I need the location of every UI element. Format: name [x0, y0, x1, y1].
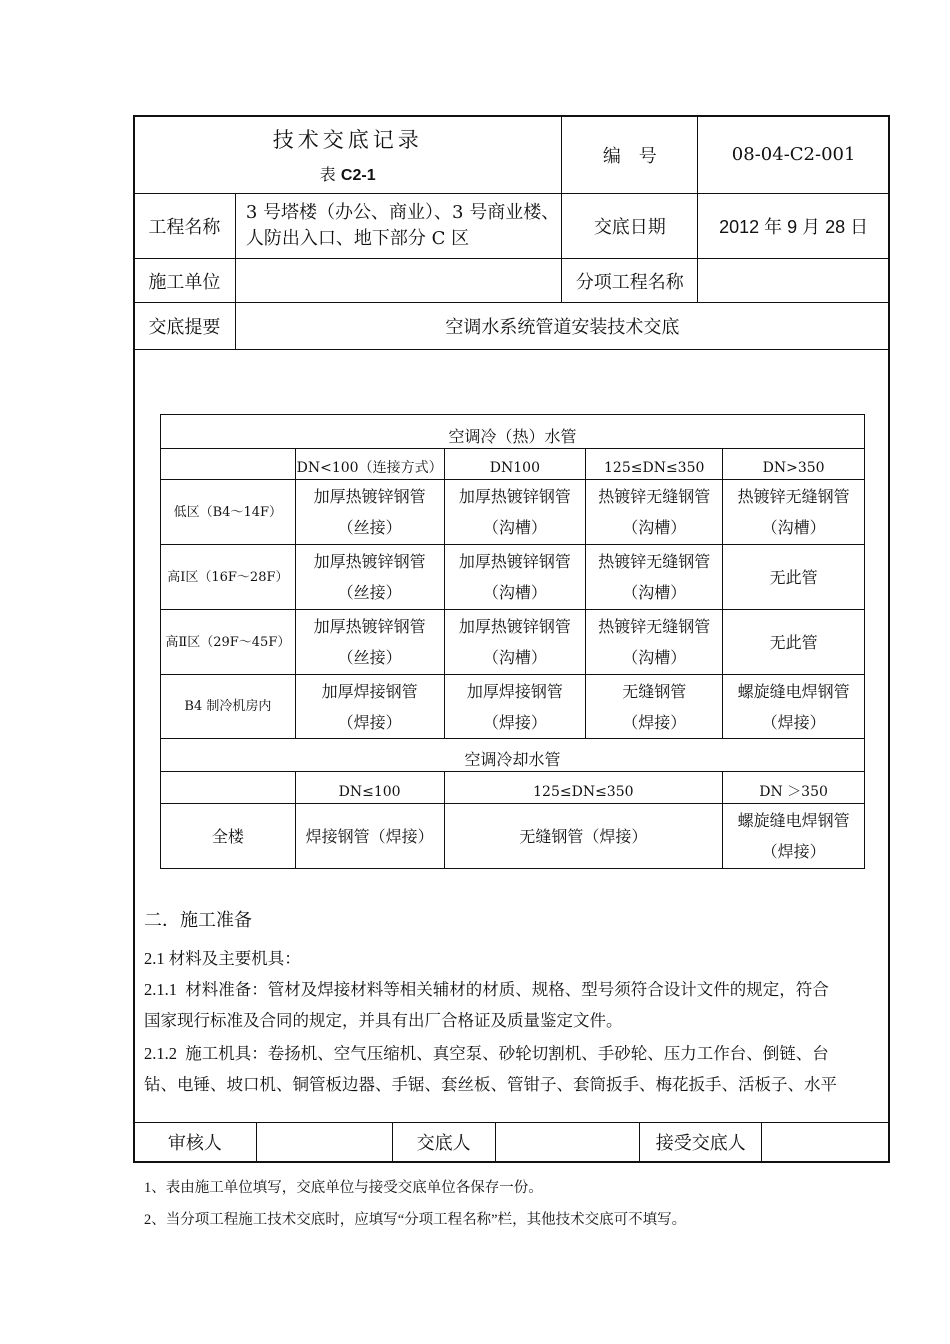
section1-title: 空调冷（热）水管 [161, 415, 865, 449]
number-label: 编 号 [562, 116, 698, 194]
column-header: DN>350 [723, 449, 865, 480]
column-header: DN100 [444, 449, 586, 480]
zone-label: 低区（B4～14F） [161, 480, 296, 545]
pipe-cell: 加厚热镀锌钢管 （丝接） [295, 480, 444, 545]
table-row [161, 610, 865, 675]
column-header: DN ＞350 [723, 772, 865, 804]
column-header: 125≤DN≤350 [586, 449, 723, 480]
reviewer-field[interactable] [256, 1123, 392, 1162]
table-row [161, 545, 865, 610]
pipe-cell: 加厚热镀锌钢管 （沟槽） [444, 545, 586, 610]
pipe-cell: 加厚焊接钢管 （焊接） [295, 675, 444, 739]
pipe-table [160, 414, 865, 869]
paragraph-text: 材料准备：管材及焊接材料等相关辅材的材质、规格、型号须符合设计文件的规定，符合 [185, 980, 829, 999]
subproject-label: 分项工程名称 [562, 259, 698, 303]
number-value: 08-04-C2-001 [698, 116, 890, 194]
summary-value: 空调水系统管道安装技术交底 [235, 303, 889, 350]
paragraph: 国家现行标准及合同的规定，并具有出厂合格证及质量鉴定文件。 [144, 1011, 623, 1030]
form-code-value: C2-1 [340, 167, 376, 184]
discloser-label: 交底人 [392, 1123, 495, 1162]
date-label: 交底日期 [562, 194, 698, 259]
project-value: 3 号塔楼（办公、商业）、3 号商业楼、人防出入口、地下部分 C 区 [235, 194, 562, 259]
table-row [161, 675, 865, 739]
note: 1、表由施工单位填写，交底单位与接受交底单位各保存一份。 [144, 1180, 543, 1196]
pipe-cell: 加厚焊接钢管 （焊接） [444, 675, 586, 739]
receiver-label: 接受交底人 [640, 1123, 762, 1162]
form-prefix: 表 [319, 165, 336, 184]
date-value: 2012 年 9 月 28 日 [698, 194, 890, 259]
pipe-cell: 加厚热镀锌钢管 （丝接） [295, 545, 444, 610]
paragraph: 钻、电锤、坡口机、铜管板边器、手锯、套丝板、管钳子、套筒扳手、梅花扳手、活板子、水平 [144, 1075, 837, 1094]
paragraph-number: 2.1.1 [144, 980, 177, 999]
receiver-field[interactable] [762, 1123, 890, 1162]
note: 2、当分项工程施工技术交底时，应填写“分项工程名称”栏，其他技术交底可不填写。 [144, 1212, 687, 1228]
pipe-cell: 热镀锌无缝钢管 （沟槽） [586, 610, 723, 675]
section-title: 二．施工准备 [144, 910, 252, 930]
pipe-cell: 螺旋缝电焊钢管 （焊接） [723, 675, 865, 739]
pipe-cell: 热镀锌无缝钢管 （沟槽） [586, 545, 723, 610]
column-header: 125≤DN≤350 [444, 772, 723, 804]
title-cell [134, 116, 562, 194]
pipe-cell: 无此管 [723, 610, 865, 675]
pipe-cell: 无此管 [723, 545, 865, 610]
pipe-cell: 加厚热镀锌钢管 （沟槽） [444, 610, 586, 675]
paragraph [144, 1038, 884, 1069]
pipe-cell: 加厚热镀锌钢管 （沟槽） [444, 480, 586, 545]
pipe-cell: 热镀锌无缝钢管 （沟槽） [586, 480, 723, 545]
signature-table [133, 1122, 890, 1162]
paragraph-text: 施工机具：卷扬机、空气压缩机、真空泵、砂轮切割机、手砂轮、压力工作台、倒链、台 [185, 1044, 829, 1063]
form-code [134, 162, 561, 185]
pipe-cell: 螺旋缝电焊钢管 （焊接） [723, 804, 865, 869]
discloser-field[interactable] [495, 1123, 640, 1162]
summary-label: 交底提要 [134, 303, 236, 350]
blank-header-cell [161, 449, 296, 480]
zone-label: B4 制冷机房内 [161, 675, 296, 739]
reviewer-label: 审核人 [134, 1123, 257, 1162]
paragraph-number: 2.1.2 [144, 1044, 177, 1063]
column-header: DN<100（连接方式） [295, 449, 444, 480]
header-table [133, 115, 890, 350]
paragraph: 2.1 材料及主要机具： [144, 949, 301, 968]
table-row [161, 804, 865, 869]
pipe-cell: 焊接钢管（焊接） [295, 804, 444, 869]
document-title: 技术交底记录 [272, 128, 423, 152]
pipe-cell: 加厚热镀锌钢管 （丝接） [295, 610, 444, 675]
pipe-cell: 热镀锌无缝钢管 （沟槽） [723, 480, 865, 545]
pipe-cell: 无缝钢管 （焊接） [586, 675, 723, 739]
project-label: 工程名称 [134, 194, 236, 259]
column-header: DN≤100 [295, 772, 444, 804]
unit-label: 施工单位 [134, 259, 236, 303]
zone-label: 全楼 [161, 804, 296, 869]
pipe-cell: 无缝钢管（焊接） [444, 804, 723, 869]
zone-label: 高Ⅱ区（29F～45F） [161, 610, 296, 675]
table-row [161, 480, 865, 545]
zone-label: 高Ⅰ区（16F～28F） [161, 545, 296, 610]
unit-value [235, 259, 562, 303]
subproject-value [698, 259, 890, 303]
paragraph [144, 974, 884, 1005]
blank-header-cell [161, 772, 296, 804]
section2-title: 空调冷却水管 [161, 739, 865, 772]
